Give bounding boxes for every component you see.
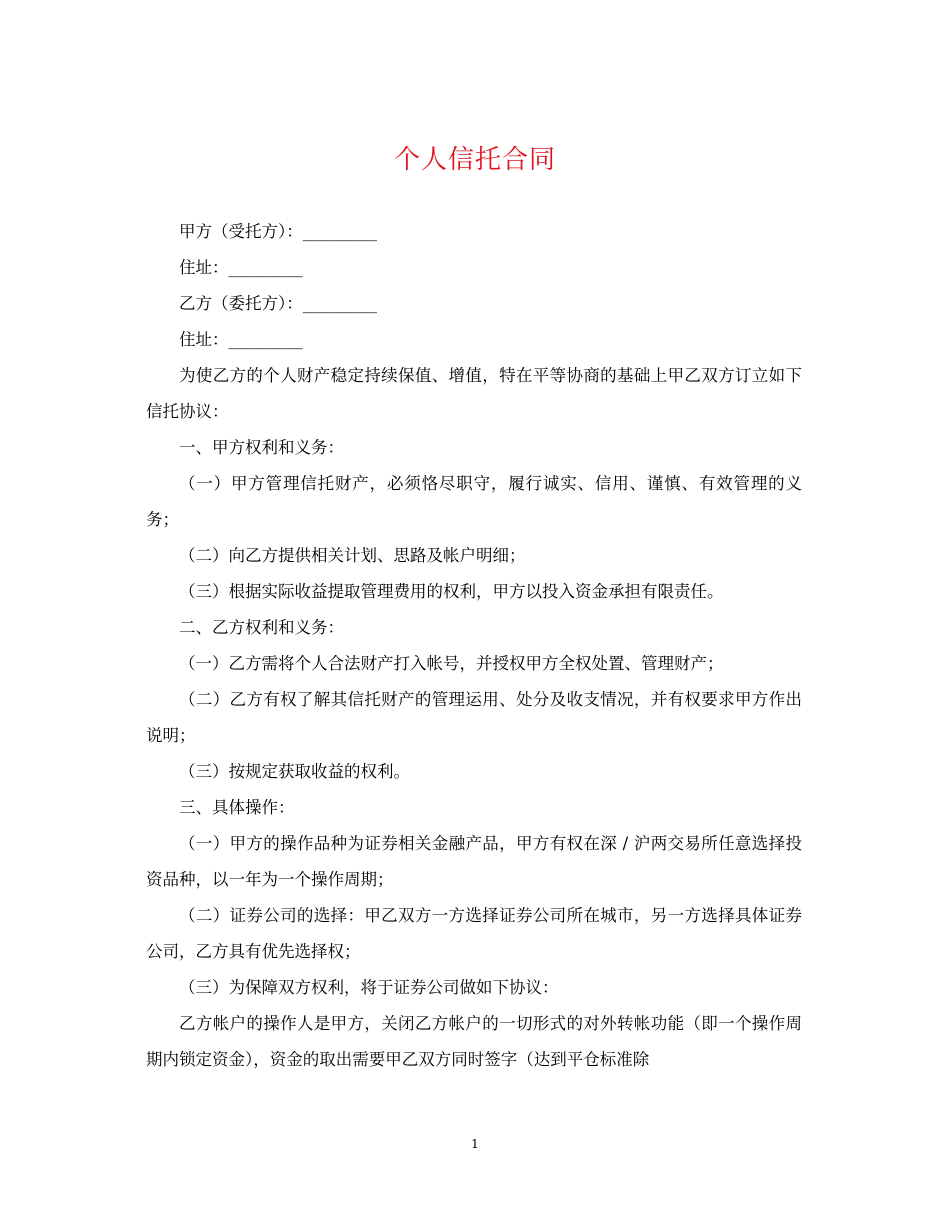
clause-1-2: （二）向乙方提供相关计划、思路及帐户明细； bbox=[179, 546, 526, 565]
section-heading-3: 三、具体操作： bbox=[179, 798, 295, 817]
section-heading-1: 一、甲方权利和义务： bbox=[179, 438, 344, 457]
clause-3-1: （一）甲方的操作品种为证券相关金融产品，甲方有权在深 / 沪两交易所任意选择投资品种，以一年为一个操作周期； bbox=[146, 834, 802, 889]
section-heading-2: 二、乙方权利和义务： bbox=[179, 618, 344, 637]
clause-3-3: （三）为保障双方权利，将于证券公司做如下协议： bbox=[179, 978, 559, 997]
page-number: 1 bbox=[471, 1137, 479, 1151]
clause-3-2: （二）证券公司的选择：甲乙双方一方选择证券公司所在城市，另一方选择具体证券公司，乙方具有优先选择权； bbox=[146, 906, 802, 961]
party-b-line: 乙方（委托方）：_________ bbox=[179, 294, 377, 313]
document-body bbox=[146, 214, 802, 1078]
clause-2-1: （一）乙方需将个人合法财产打入帐号，并授权甲方全权处置、管理财产； bbox=[179, 654, 724, 673]
clause-1-1: （一）甲方管理信托财产，必须恪尽职守，履行诚实、信用、谨慎、有效管理的义务； bbox=[146, 474, 802, 529]
clause-2-3: （三）按规定获取收益的权利。 bbox=[179, 762, 410, 781]
clause-2-2: （二）乙方有权了解其信托财产的管理运用、处分及收支情况，并有权要求甲方作出说明； bbox=[146, 690, 802, 745]
document-title: 个人信托合同 bbox=[393, 145, 556, 175]
party-b-address-line: 住址：_________ bbox=[179, 330, 303, 349]
clause-1-3: （三）根据实际收益提取管理费用的权利，甲方以投入资金承担有限责任。 bbox=[179, 582, 724, 601]
account-operation-paragraph: 乙方帐户的操作人是甲方，关闭乙方帐户的一切形式的对外转帐功能（即一个操作周期内锁定资金），资金的取出需要甲乙双方同时签字（达到平仓标准除 bbox=[146, 1014, 802, 1069]
party-a-address-line: 住址：_________ bbox=[179, 258, 303, 277]
party-a-line: 甲方（受托方）：_________ bbox=[179, 222, 377, 241]
preamble-paragraph: 为使乙方的个人财产稳定持续保值、增值，特在平等协商的基础上甲乙双方订立如下信托协议： bbox=[146, 366, 802, 421]
